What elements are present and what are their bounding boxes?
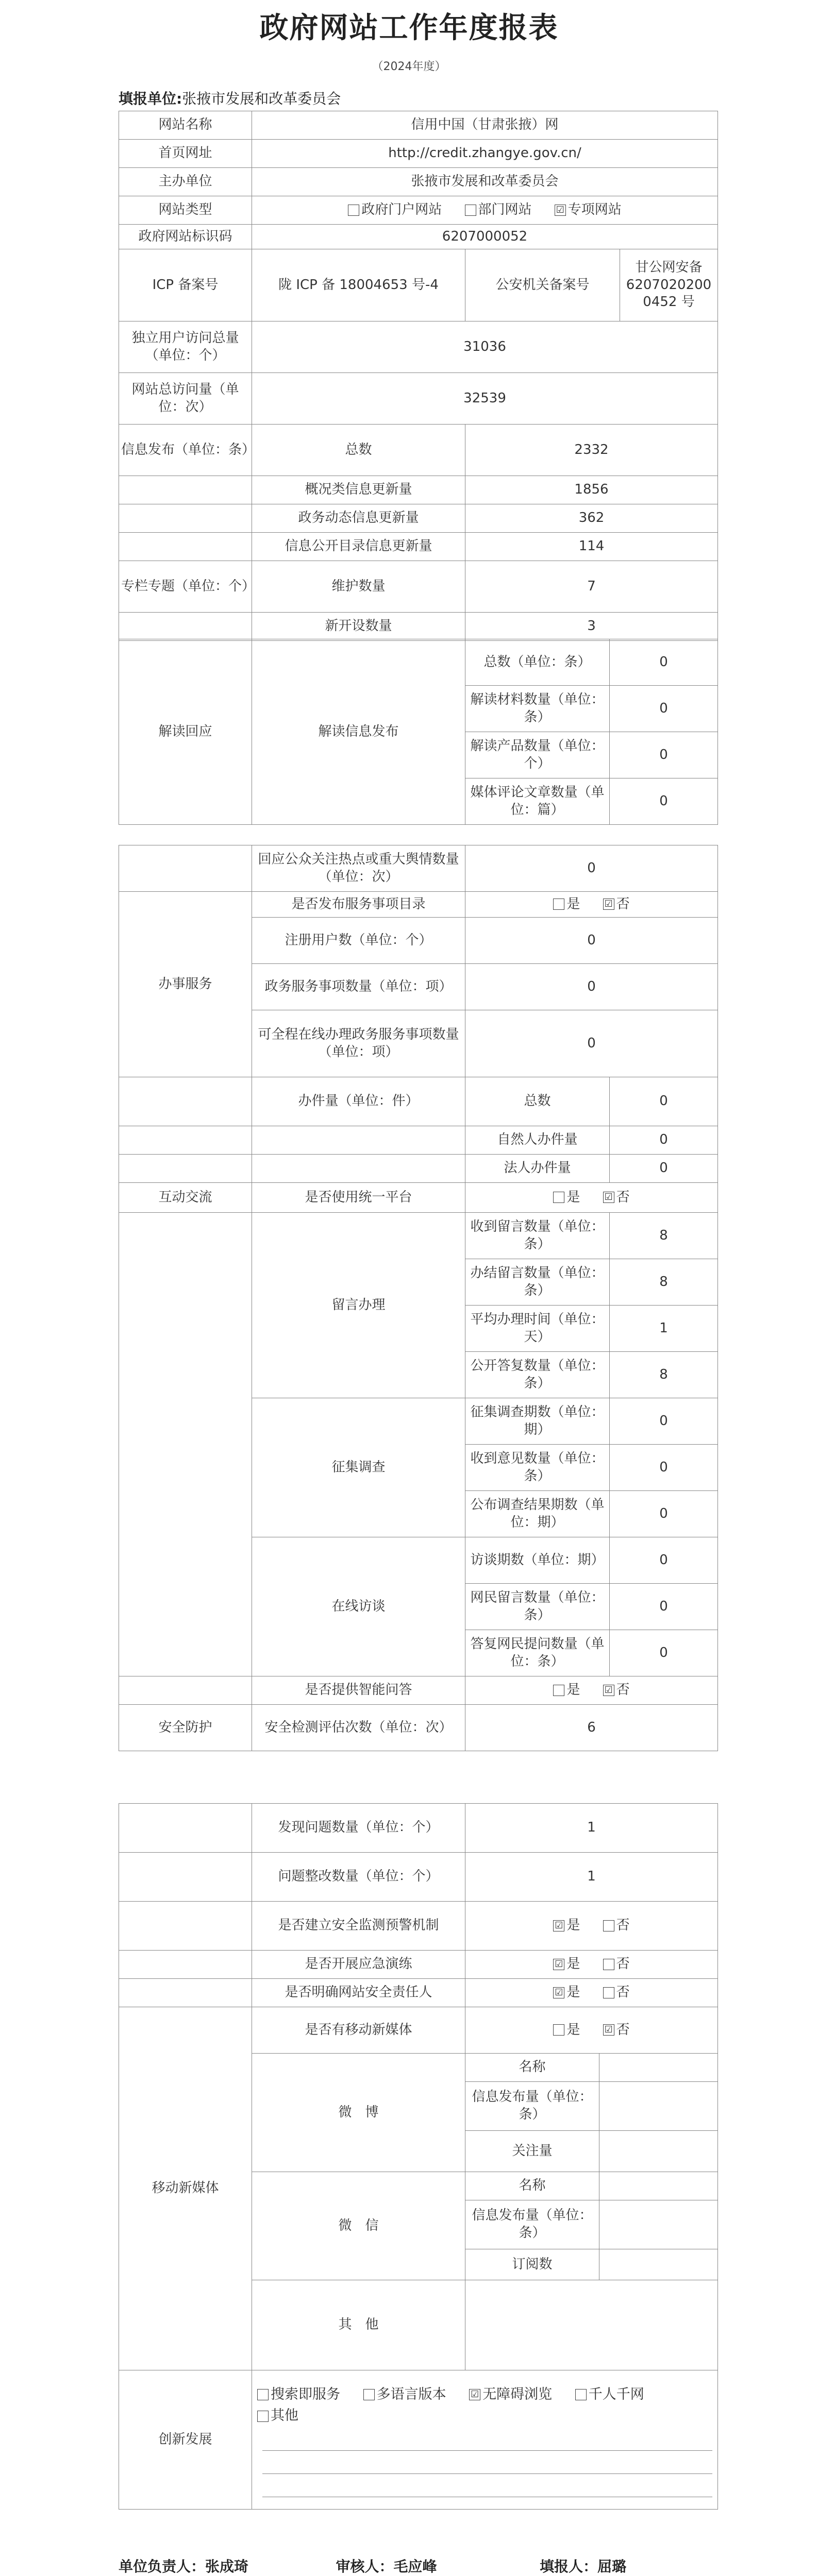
- interpret-row-value: 0: [610, 686, 718, 732]
- security-eval-value: 6: [465, 1705, 718, 1751]
- msg-row-label: 收到留言数量（单位：条）: [465, 1213, 610, 1259]
- topic-new-value: 3: [465, 613, 718, 641]
- interpret-row-label: 媒体评论文章数量（单位：篇）: [465, 778, 610, 825]
- type-portal-checkbox[interactable]: [348, 205, 359, 216]
- wechat-row-value: [599, 2249, 718, 2280]
- interpret-row-label: 总数（单位：条）: [465, 639, 610, 686]
- site-name-label: 网站名称: [119, 111, 252, 140]
- survey-row-value: 0: [610, 1445, 718, 1491]
- interpret-table: [119, 639, 718, 825]
- wechat-row-label: 信息发布量（单位：条）: [465, 2200, 599, 2249]
- interpret-sub-label: 解读信息发布: [252, 639, 465, 825]
- users-value: 0: [465, 918, 718, 964]
- interview-row-label: 答复网民提问数量（单位：条）: [465, 1630, 610, 1676]
- interpret-row-label: 解读材料数量（单位：条）: [465, 686, 610, 732]
- type-portal-label: 政府门户网站: [361, 202, 442, 218]
- type-special-checkbox[interactable]: ☑: [555, 205, 566, 216]
- responsible-options: [465, 1979, 718, 2007]
- info-catalog-value: 114: [465, 533, 718, 561]
- site-code-value: 6207000052: [252, 225, 718, 249]
- hot-response-value: 0: [465, 845, 718, 892]
- innov-other-label: 其他: [271, 2408, 298, 2424]
- catalog-yes-label: 是: [566, 896, 580, 912]
- info-catalog-label: 信息公开目录信息更新量: [252, 533, 465, 561]
- report-year: （2024年度）: [372, 60, 446, 73]
- filler-unit-label: 填报单位:: [119, 90, 182, 107]
- topic-maintain-value: 7: [465, 561, 718, 613]
- service-table: [119, 845, 718, 1751]
- media-yes-label: 是: [566, 2022, 580, 2038]
- service-catalog-label: 是否发布服务事项目录: [252, 892, 465, 918]
- monitor-label: 是否建立安全监测预警机制: [252, 1902, 465, 1951]
- media-table: [119, 1803, 718, 2510]
- interview-row-label: 访谈期数（单位：期）: [465, 1537, 610, 1584]
- icp-label: ICP 备案号: [119, 249, 252, 321]
- leader-label: 单位负责人：: [119, 2558, 206, 2575]
- interpret-row-value: 0: [610, 732, 718, 778]
- other-media-label: 其 他: [252, 2280, 465, 2370]
- pv-label: 网站总访问量（单位：次）: [119, 373, 252, 425]
- handle-label: 办件量（单位：件）: [252, 1077, 465, 1126]
- smart-no-checkbox[interactable]: ☑: [603, 1685, 614, 1696]
- weibo-row-value: [599, 2131, 718, 2172]
- catalog-no-checkbox[interactable]: ☑: [603, 899, 614, 910]
- media-yes-checkbox[interactable]: [553, 2024, 564, 2036]
- unified-yes-checkbox[interactable]: [553, 1192, 564, 1203]
- online-value: 0: [465, 1010, 718, 1077]
- drill-options: [465, 1951, 718, 1979]
- survey-row-label: 公布调查结果期数（单位：期）: [465, 1491, 610, 1537]
- interview-label: 在线访谈: [252, 1537, 465, 1676]
- basic-info-table: [119, 111, 718, 641]
- police-value: 甘公网安备 62070202000452 号: [620, 249, 718, 321]
- monitor-no-checkbox[interactable]: [603, 1920, 614, 1931]
- security-label: 安全防护: [119, 1705, 252, 1751]
- filler-person-value: 屈璐: [597, 2558, 627, 2575]
- auditor-label: 审核人：: [336, 2558, 394, 2575]
- innov-other-checkbox[interactable]: [257, 2411, 269, 2422]
- type-department-label: 部门网站: [478, 202, 532, 218]
- msg-row-value: 8: [610, 1352, 718, 1398]
- resp-no-checkbox[interactable]: [603, 1987, 614, 1998]
- catalog-no-label: 否: [616, 896, 630, 912]
- info-overview-value: 1856: [465, 476, 718, 504]
- found-label: 发现问题数量（单位：个）: [252, 1804, 465, 1853]
- survey-label: 征集调查: [252, 1398, 465, 1537]
- media-label: 移动新媒体: [119, 2007, 252, 2370]
- resp-yes-checkbox[interactable]: ☑: [553, 1987, 564, 1998]
- site-code-label: 政府网站标识码: [119, 225, 252, 249]
- site-type-label: 网站类型: [119, 196, 252, 225]
- fixed-label: 问题整改数量（单位：个）: [252, 1853, 465, 1902]
- hot-response-label: 回应公众关注热点或重大舆情数量（单位：次）: [252, 845, 465, 892]
- interpret-row-label: 解读产品数量（单位：个）: [465, 732, 610, 778]
- info-overview-label: 概况类信息更新量: [252, 476, 465, 504]
- topic-maintain-label: 维护数量: [252, 561, 465, 613]
- innov-accessible-checkbox[interactable]: ☑: [469, 2389, 480, 2400]
- msg-label: 留言办理: [252, 1213, 465, 1398]
- monitor-options: [465, 1902, 718, 1951]
- uv-value: 31036: [252, 321, 718, 373]
- monitor-yes-label: 是: [566, 1918, 580, 1934]
- innov-personal-checkbox[interactable]: [575, 2389, 587, 2400]
- info-total-value: 2332: [465, 425, 718, 476]
- resp-no-label: 否: [616, 1985, 630, 2001]
- monitor-yes-checkbox[interactable]: ☑: [553, 1920, 564, 1931]
- weibo-label: 微 博: [252, 2054, 465, 2172]
- innov-search-label: 搜索即服务: [271, 2386, 340, 2402]
- weibo-row-value: [599, 2054, 718, 2082]
- page-title: 政府网站工作年度报表: [259, 11, 559, 45]
- smart-yes-label: 是: [566, 1682, 580, 1698]
- drill-no-checkbox[interactable]: [603, 1959, 614, 1970]
- innovate-label: 创新发展: [119, 2370, 252, 2510]
- innovate-options: [252, 2370, 718, 2510]
- smart-no-label: 否: [616, 1682, 630, 1698]
- interpret-row-value: 0: [610, 639, 718, 686]
- msg-row-value: 1: [610, 1306, 718, 1352]
- handle-total-value: 0: [610, 1077, 718, 1126]
- unified-no-checkbox[interactable]: ☑: [603, 1192, 614, 1203]
- service-catalog-options: [465, 892, 718, 918]
- drill-yes-checkbox[interactable]: ☑: [553, 1959, 564, 1970]
- filler-unit-value: 张掖市发展和改革委员会: [182, 90, 341, 107]
- innov-accessible-label: 无障碍浏览: [482, 2386, 553, 2402]
- drill-label: 是否开展应急演练: [252, 1951, 465, 1979]
- footer-signers: [119, 2555, 727, 2576]
- home-url-value: http://credit.zhangye.gov.cn/: [252, 140, 718, 168]
- weibo-row-label: 名称: [465, 2054, 599, 2082]
- smart-yes-checkbox[interactable]: [553, 1685, 564, 1696]
- interact-label: 互动交流: [119, 1183, 252, 1213]
- legal-label: 法人办件量: [465, 1155, 610, 1183]
- info-dynamic-label: 政务动态信息更新量: [252, 504, 465, 533]
- host-unit-label: 主办单位: [119, 168, 252, 196]
- weibo-row-label: 信息发布量（单位：条）: [465, 2082, 599, 2131]
- interview-row-value: 0: [610, 1630, 718, 1676]
- innov-blank-line: [262, 2451, 712, 2474]
- type-special-label: 专项网站: [567, 202, 622, 218]
- site-type-options: [252, 196, 718, 225]
- fixed-value: 1: [465, 1853, 718, 1902]
- unified-label: 是否使用统一平台: [252, 1183, 465, 1213]
- other-media-value: [465, 2280, 718, 2370]
- wechat-row-label: 名称: [465, 2172, 599, 2200]
- innov-blank-line: [262, 2428, 712, 2451]
- leader-value: 张成琦: [205, 2558, 249, 2575]
- innov-blank-line: [262, 2474, 712, 2497]
- innov-multilang-label: 多语言版本: [376, 2386, 446, 2402]
- monitor-no-label: 否: [616, 1918, 630, 1934]
- wechat-row-label: 订阅数: [465, 2249, 599, 2280]
- site-name-value: 信用中国（甘肃张掖）网: [252, 111, 718, 140]
- wechat-row-value: [599, 2172, 718, 2200]
- unified-options: [465, 1183, 718, 1213]
- media-has-options: [465, 2007, 718, 2054]
- type-department-checkbox[interactable]: [465, 205, 476, 216]
- security-eval-label: 安全检测评估次数（单位：次）: [252, 1705, 465, 1751]
- innov-search-checkbox[interactable]: [257, 2389, 269, 2400]
- topic-label: 专栏专题（单位：个）: [119, 561, 252, 613]
- wechat-label: 微 信: [252, 2172, 465, 2280]
- host-unit-value: 张掖市发展和改革委员会: [252, 168, 718, 196]
- home-url-label: 首页网址: [119, 140, 252, 168]
- wechat-row-value: [599, 2200, 718, 2249]
- innov-personal-label: 千人千网: [588, 2386, 644, 2402]
- catalog-yes-checkbox[interactable]: [553, 899, 564, 910]
- interpret-label: 解读回应: [119, 639, 252, 825]
- handle-total-label: 总数: [465, 1077, 610, 1126]
- msg-row-label: 公开答复数量（单位：条）: [465, 1352, 610, 1398]
- msg-row-value: 8: [610, 1213, 718, 1259]
- unified-yes-label: 是: [566, 1189, 580, 1205]
- interview-row-value: 0: [610, 1584, 718, 1630]
- person-value: 0: [610, 1126, 718, 1155]
- users-label: 注册用户数（单位：个）: [252, 918, 465, 964]
- auditor-value: 毛应峰: [393, 2558, 437, 2575]
- survey-row-label: 收到意见数量（单位：条）: [465, 1445, 610, 1491]
- msg-row-value: 8: [610, 1259, 718, 1306]
- weibo-row-value: [599, 2082, 718, 2131]
- smart-qa-label: 是否提供智能问答: [252, 1676, 465, 1705]
- unified-no-label: 否: [616, 1189, 630, 1205]
- uv-label: 独立用户访问总量（单位：个）: [119, 321, 252, 373]
- media-has-label: 是否有移动新媒体: [252, 2007, 465, 2054]
- topic-new-label: 新开设数量: [252, 613, 465, 641]
- info-dynamic-value: 362: [465, 504, 718, 533]
- info-total-label: 总数: [252, 425, 465, 476]
- media-no-label: 否: [616, 2022, 630, 2038]
- responsible-label: 是否明确网站安全责任人: [252, 1979, 465, 2007]
- police-label: 公安机关备案号: [465, 249, 620, 321]
- person-label: 自然人办件量: [465, 1126, 610, 1155]
- msg-row-label: 平均办理时间（单位：天）: [465, 1306, 610, 1352]
- smart-qa-options: [465, 1676, 718, 1705]
- interview-row-label: 网民留言数量（单位：条）: [465, 1584, 610, 1630]
- info-label: 信息发布（单位：条）: [119, 425, 252, 476]
- pv-value: 32539: [252, 373, 718, 425]
- interview-row-value: 0: [610, 1537, 718, 1584]
- items-label: 政务服务事项数量（单位：项）: [252, 964, 465, 1010]
- drill-no-label: 否: [616, 1956, 630, 1972]
- filler-unit: [119, 88, 341, 108]
- media-no-checkbox[interactable]: ☑: [603, 2024, 614, 2036]
- online-label: 可全程在线办理政务服务事项数量（单位：项）: [252, 1010, 465, 1077]
- found-value: 1: [465, 1804, 718, 1853]
- survey-row-value: 0: [610, 1491, 718, 1537]
- interpret-row-value: 0: [610, 778, 718, 825]
- drill-yes-label: 是: [566, 1956, 580, 1972]
- icp-value: 陇 ICP 备 18004653 号-4: [252, 249, 465, 321]
- legal-value: 0: [610, 1155, 718, 1183]
- items-value: 0: [465, 964, 718, 1010]
- survey-row-label: 征集调查期数（单位：期）: [465, 1398, 610, 1445]
- innov-multilang-checkbox[interactable]: [363, 2389, 375, 2400]
- filler-person-label: 填报人：: [540, 2558, 598, 2575]
- service-label: 办事服务: [119, 892, 252, 1077]
- msg-row-label: 办结留言数量（单位：条）: [465, 1259, 610, 1306]
- survey-row-value: 0: [610, 1398, 718, 1445]
- weibo-row-label: 关注量: [465, 2131, 599, 2172]
- resp-yes-label: 是: [566, 1985, 580, 2001]
